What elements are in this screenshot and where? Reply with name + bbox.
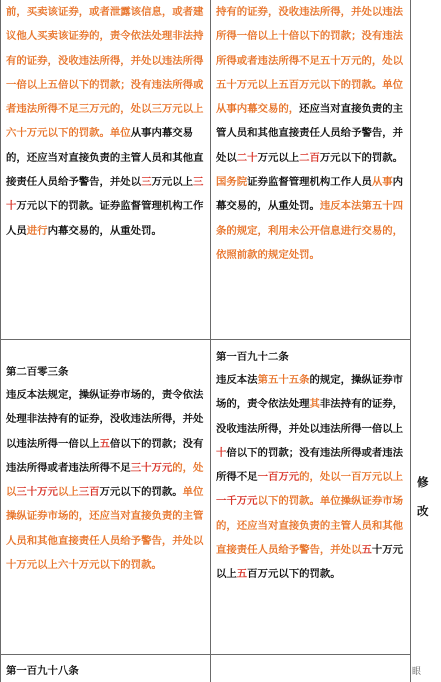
text-run: 万元以下的罚款。 [319,151,404,164]
text-run: 从事 [371,176,393,189]
text-run: 有的证券，没收违法所得，并处以违法所得 [6,54,204,67]
text-run: 违反本法规定，操纵证券市场的，责令依法处理非法持有的证券，没收违法所得，并处以违法所得一倍以上 [6,389,204,450]
text-run: 一千万元 [216,495,258,508]
text-run: 持有的证券，没收违法所得，并处以违法 [216,6,404,18]
table-border-left [0,0,1,682]
text-run: 任人员给予警告，并处以 [26,176,142,189]
table-row-divider-2 [0,654,411,655]
old-law-cell-top [6,0,208,339]
text-run: 前，买卖该证券，或者泄露该信息，或者建 [6,6,204,18]
text-run: 十万元以上 [216,544,404,581]
text-run: 倍以下的罚款；没有违法所得或者违法所得不足 [216,446,404,484]
text-run: 议他人买卖该证券的，责令依法处理非法持 [6,30,204,43]
old-article-title: 第二百零三条 [6,366,69,378]
old-article-198-title: 第一百九十八条 [6,665,79,677]
text-run: 的规定，操纵证券市场的，责令依法处理 [216,374,404,411]
text-run: 证券监督管理机构工作人员 [247,176,372,189]
text-run: 五 [236,568,248,581]
text-run: 非法持有的证券，没收违法所得，并处以违法所得一倍以上 [216,398,404,435]
text-run: 五 [361,544,372,557]
text-run: 还应当对直接负责的主 [299,103,404,116]
text-run: 二十 [236,151,258,164]
text-run: 单位操纵证券市场的，还应当对直接负责的主管人员和其他直接责任人员给予警告，并处以十万元以上六十万元以下的罚款。 [6,486,204,572]
text-run: 倍以下的罚款；没有违法所得或者违法所得不足 [6,437,204,474]
text-run: 万元以上 [151,176,194,189]
change-note-char-2: 改 [417,504,429,518]
text-run: 违反本法 [216,374,258,386]
text-run: 得或者违法所得不足五十万元的，处以 [226,54,404,67]
text-run: 还应当对直接负责的主管人员和其他直接责 [6,151,204,189]
text-run: 三 [141,176,152,189]
new-law-cell-192 [216,346,408,651]
text-run: 管人员和其他直接责任人员给予警告，并 [216,127,404,140]
text-run: 五 [99,437,110,450]
old-law-cell-203 [6,361,208,651]
text-run: 二百 [299,151,320,164]
old-law-text-top [6,0,208,243]
text-run: 万元以上 [257,151,300,164]
text-run: 从事内幕交易的， [6,127,194,164]
new-article-text [216,368,408,587]
text-run: 国务院 [216,176,248,189]
text-run: 万元以下的罚款。证券监督管理机构工作人员 [6,200,204,237]
text-run: 十 [216,446,227,459]
text-run: 其 [309,398,320,411]
change-note-char-1: 修 [417,475,429,489]
text-run: 三十万元 [130,461,173,474]
text-run: 的，处以 [6,461,204,499]
new-article-title: 第一百九十二条 [216,351,289,363]
text-run: 单位 [109,127,131,140]
text-run: 进行 [26,224,48,237]
text-run: 五十万元以上五百万元以下的罚款。单位 [216,78,404,91]
table-divider-col1 [210,0,211,682]
text-run: 所得一倍以上十倍以下的罚款；没有违法所 [216,30,404,67]
new-law-cell-top [216,0,408,339]
text-run: 一百万元 [257,471,300,484]
table-divider-col2 [410,0,411,682]
table-row-divider-1 [0,339,411,340]
text-run: 万元以下的罚款。 [99,486,183,499]
text-run: 内幕交易的，从重处罚。 [47,224,162,237]
old-article-text [6,383,208,577]
old-law-cell-198 [6,660,208,682]
text-run: 处以 [216,151,237,164]
text-run: 内幕交易的，从重处罚。 [216,176,404,213]
text-run: 百万元以下的罚款。 [247,568,341,581]
text-run: 三十 [6,176,204,213]
text-run: 从事内幕交易的， [216,103,300,116]
text-run: 以上 [57,486,79,499]
text-run: 三十万元 [16,486,58,499]
text-run: 六十万元以下的罚款。 [6,127,110,140]
text-run: 违反本法第五十四条的规定，利用未公开信息进行交易的，依照前款的规定处罚。 [216,200,404,261]
text-run: 第五十五条 [257,374,310,386]
text-run: 三百 [78,486,100,499]
new-law-text-top [216,0,408,267]
corner-mark: 眼 [412,667,422,677]
text-run: 的，处以一百万元以上 [299,471,404,484]
text-run: 以下的罚款。单位操纵证券市场的，还应当对直接负责的主管人员和其他直接责任人员给予警告，并处以 [216,495,404,557]
text-run: 一倍以上五倍以下的罚款；没有违法所得或 [6,78,204,91]
text-run: 者违法所得不足三万元的，处以三万元以上 [6,103,204,116]
